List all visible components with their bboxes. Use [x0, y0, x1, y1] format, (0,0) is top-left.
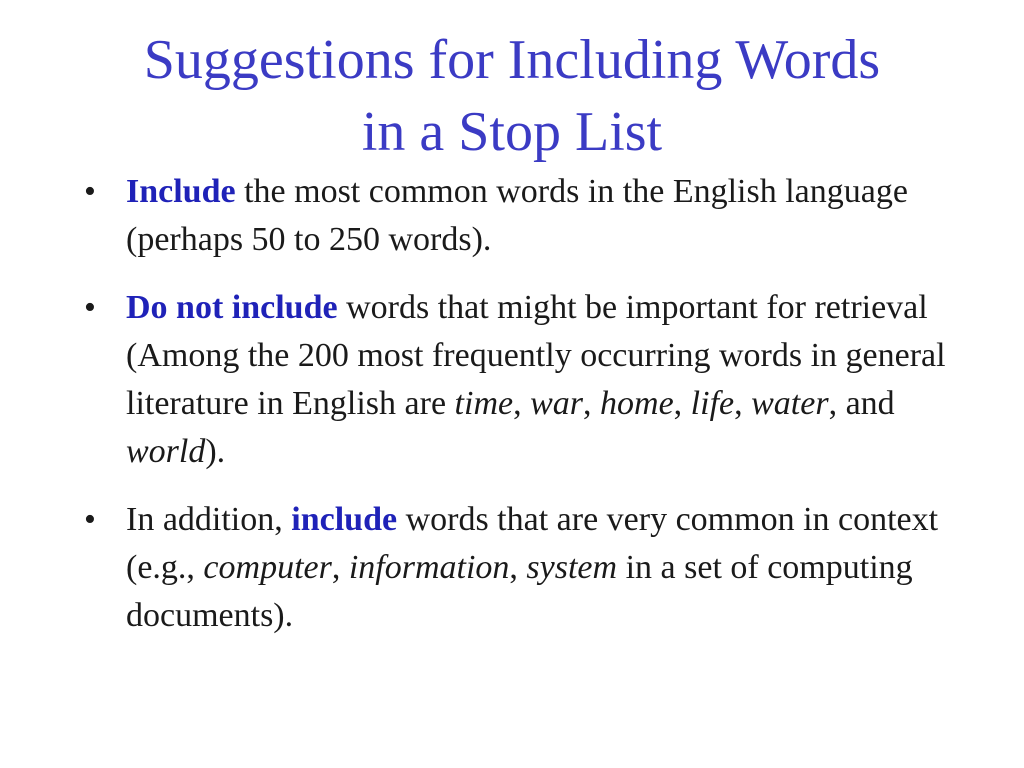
keyword-include: Include: [126, 173, 236, 210]
separator: ,: [509, 549, 527, 586]
separator: ,: [331, 549, 349, 586]
bullet-text: words that might be important for retrieval (Among the 200 most frequently occurring words in general literature in English are: [126, 289, 946, 422]
bullet-text: words that are very common in context (e.g.,: [126, 501, 939, 586]
keyword-include: include: [291, 501, 398, 538]
bullet-lead: In addition,: [126, 501, 292, 538]
title-line-1: Suggestions for Including Words: [143, 29, 881, 91]
example-word: information: [348, 549, 510, 586]
bullet-dot: •: [84, 289, 96, 326]
example-word: world: [126, 433, 206, 470]
title-line-2: in a Stop List: [361, 101, 663, 163]
bullet-list: [84, 168, 964, 660]
example-word: computer: [203, 549, 332, 586]
bullet-text-end: in a set of computing documents).: [126, 549, 913, 634]
bullet-text: the most common words in the English language (perhaps 50 to 250 words).: [126, 173, 908, 258]
separator: ,: [734, 385, 752, 422]
separator: ,: [583, 385, 601, 422]
slide-title: [40, 24, 984, 168]
example-word: life: [690, 385, 735, 422]
separator: ,: [673, 385, 691, 422]
conjunction: , and: [828, 385, 895, 422]
example-word: water: [751, 385, 829, 422]
example-word: system: [526, 549, 618, 586]
separator: ,: [513, 385, 531, 422]
keyword-do-not-include: Do not include: [126, 289, 338, 326]
example-word: war: [530, 385, 584, 422]
bullet-item-include-context: [84, 496, 964, 640]
example-word: time: [454, 385, 514, 422]
bullet-item-include-common: [84, 168, 964, 264]
bullet-item-do-not-include: [84, 284, 964, 476]
bullet-dot: •: [84, 501, 96, 538]
bullet-text-end: ).: [205, 433, 226, 470]
bullet-dot: •: [84, 173, 96, 210]
example-word: home: [600, 385, 674, 422]
